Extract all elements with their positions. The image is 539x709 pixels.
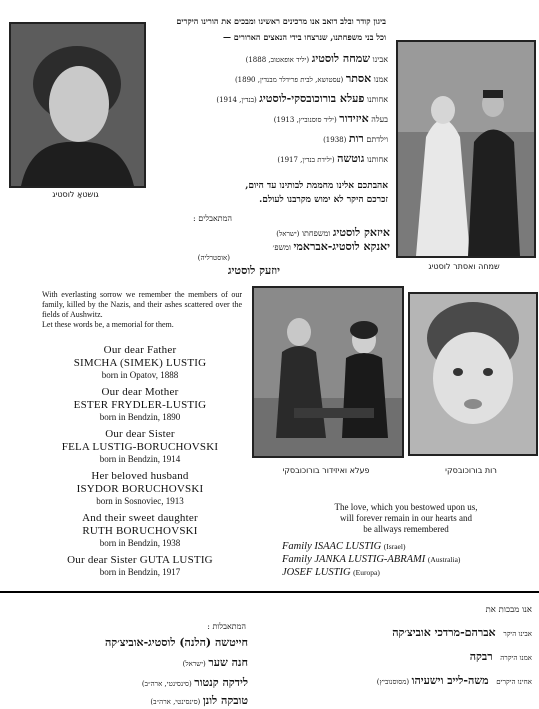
- mourner-place: (Israel): [383, 542, 406, 551]
- family-note: (יליד אופאטוב, 1888): [245, 56, 310, 64]
- second-family-row: [470, 650, 532, 665]
- second-family-row: [392, 626, 532, 641]
- mourner-name: JOSEF LUSTIG: [282, 567, 351, 578]
- relation-label: אמנו היקרה: [500, 654, 532, 662]
- family-name: ISYDOR BORUCHOVSKI: [76, 483, 204, 495]
- photo-ruth: [408, 292, 538, 456]
- mourner-name: חנה שער: [208, 656, 248, 669]
- mourners-heading-he: המתאבלים :: [193, 214, 232, 223]
- caption-fela-isidor: פעלא ואיזידור בורוכובסקי: [282, 466, 370, 475]
- mourner-row: [130, 226, 390, 239]
- hebrew-family-row: [323, 132, 388, 147]
- family-note: (1938): [323, 136, 347, 144]
- family-name: גוטשה: [337, 152, 365, 165]
- relation-label: Our dear Father: [103, 344, 177, 356]
- mourner-place: (ישראל): [276, 230, 300, 238]
- family-name: רות: [348, 132, 364, 145]
- child-portrait-image: [410, 294, 536, 454]
- mourner-name: חייטשה (הלנה) לוסטיג-אוביצ׳קה: [104, 636, 248, 649]
- english-family-entry: [40, 386, 240, 423]
- hebrew-love-line2: זכרכם היקר לא ימוש מקרבנו לעולם.: [259, 195, 388, 205]
- hebrew-family-row: [277, 152, 388, 167]
- family-name: אסתר: [345, 72, 372, 85]
- english-family-entry: [40, 512, 240, 549]
- family-note: (יליד סוסנוביץ, 1913): [273, 116, 337, 124]
- family-note: (בנדין, 1914): [216, 96, 257, 104]
- family-name-last: [40, 554, 240, 567]
- hebrew-love-line1: אהבתכם אלינו מחממת לבותינו עד היום,: [245, 181, 388, 191]
- mourner-prefix: Family: [282, 554, 312, 565]
- born-label: born in Sosnoviec, 1913: [96, 496, 184, 506]
- caption-simcha-ester: שמחה ואסתר לוסטיג: [428, 262, 500, 271]
- photo-simcha-ester: [396, 40, 536, 258]
- mourner-row: [130, 264, 280, 277]
- mourner-name: לידקה קנטור: [194, 676, 248, 689]
- section-divider: [0, 591, 539, 593]
- mourner-rest: ומשפ׳: [272, 243, 291, 252]
- family-name: SIMCHA (SIMEK) LUSTIG: [73, 357, 207, 369]
- mourner-name: טובקה לונן: [202, 694, 248, 707]
- mourner-place: (Europa): [353, 568, 380, 577]
- english-mourners: [282, 540, 536, 579]
- second-mourner-row: [150, 694, 248, 709]
- mourner-name: יוזעק לוסטיג: [227, 264, 280, 277]
- mourner-place: (סינסינטי, ארה״ב): [141, 680, 192, 688]
- hebrew-header-line2: וכל בני משפחתנו, שנרצחו בידי הנאצים הארורים —: [223, 32, 386, 42]
- born-label: born in Bendzin, 1890: [99, 412, 181, 422]
- second-mourner-row: [142, 676, 248, 691]
- relation-label: אמנו: [373, 75, 388, 84]
- family-name: RUTH BORUCHOVSKI: [82, 525, 198, 537]
- mourner-prefix: Family: [282, 541, 312, 552]
- relation-label: אחותנו: [366, 155, 388, 164]
- relation-label: Our dear Sister: [105, 428, 175, 440]
- mourner-row: [110, 240, 390, 253]
- english-mourner-row: [282, 553, 536, 566]
- couple-photo-image: [254, 288, 402, 456]
- english-mourner-row: [282, 566, 536, 579]
- wedding-photo-image: [398, 42, 534, 256]
- portrait-woman-image: [11, 24, 144, 186]
- relation-label: And their sweet daughter: [82, 512, 198, 524]
- family-name: GUTA LUSTIG: [139, 554, 213, 566]
- english-family-list: [40, 344, 240, 578]
- mourner-name: איזאק לוסטיג: [332, 226, 390, 239]
- hebrew-header-line1: ביגון קודר ובלב דואב אנו מרכינים ראשינו ומבכים את הורינו היקרים: [176, 16, 386, 26]
- english-family-entry: [40, 470, 240, 507]
- family-name: ESTER FRYDLER-LUSTIG: [73, 399, 207, 411]
- mourner-place: (Australia): [427, 555, 461, 564]
- english-family-entry: [40, 428, 240, 465]
- relation-label: Our dear Mother: [101, 386, 179, 398]
- born-label: born in Bendzin, 1914: [99, 454, 181, 464]
- family-name: איזידור: [339, 112, 369, 125]
- family-note: (עסטושא, לבית פרידלר מבנדין, 1890): [234, 76, 344, 84]
- second-mourners-heading: המתאבלות :: [207, 622, 246, 631]
- photo-gutka: [9, 22, 146, 188]
- family-note: (ילידת בנדין, 1917): [277, 156, 335, 164]
- second-family-row: [377, 674, 532, 689]
- mourner-name: JANKA LUSTIG-ABRAMI: [314, 554, 426, 565]
- born-label: born in Bendzin, 1917: [99, 567, 181, 577]
- english-mourner-row: [282, 540, 536, 553]
- second-mourner-row: [183, 656, 248, 671]
- mourner-rest: ומשפחתו: [301, 229, 331, 238]
- mourner-place: (אוסטרליה): [197, 254, 230, 262]
- caption-ruth: רות בורוכובסקי: [445, 466, 497, 475]
- family-name: FELA LUSTIG-BORUCHOVSKI: [61, 441, 219, 453]
- hebrew-family-row: [274, 112, 388, 127]
- relation-label: אחינו היקרים: [496, 678, 532, 686]
- hebrew-family-list: [150, 52, 388, 174]
- hebrew-family-row: [216, 92, 388, 107]
- relation-label: בעלה: [371, 115, 388, 124]
- english-intro: With everlasting sorrow we remember the members of our family, killed by the Nazis, and their ashes scattered over the fields of Aushwitz. Let these words be, a memorial for them.: [42, 290, 242, 329]
- family-name: משה-לייב וישעיהו: [411, 674, 489, 687]
- mourner-name: ISAAC LUSTIG: [314, 541, 382, 552]
- hebrew-family-row: [235, 72, 388, 87]
- family-name: פעלא בורוכובסקי-לוסטיג: [259, 92, 365, 105]
- relation-label: Her beloved husband: [91, 470, 189, 482]
- mourner-place: (סינסינטי, ארה״ב): [150, 698, 201, 706]
- second-mourner-row: [105, 636, 248, 651]
- english-family-entry: [40, 344, 240, 381]
- relation-label: אבינו היקר: [503, 630, 532, 638]
- family-note: (מסוסנוביץ): [376, 678, 410, 686]
- relation-label: Our dear Sister: [67, 554, 137, 566]
- english-family-entry: [40, 554, 240, 578]
- born-label: born in Bendzin, 1938: [99, 538, 181, 548]
- mourner-name: יאנקא לוסטיג-אבראמי: [293, 240, 390, 253]
- born-label: born in Opatov, 1888: [101, 370, 179, 380]
- photo-fela-isidor: [252, 286, 404, 458]
- english-love: The love, which you bestowed upon us, will forever remain in our hearts and be allways remembered: [334, 502, 478, 534]
- relation-label: אבינו: [372, 55, 388, 64]
- caption-gutka: גושטאַ לוסטיג: [52, 190, 99, 199]
- second-notice-title: אנו מבכות את: [485, 605, 532, 615]
- relation-label: וילדתם: [366, 135, 388, 144]
- family-name: שמחה לוסטיג: [311, 52, 371, 65]
- hebrew-family-row: [246, 52, 388, 67]
- family-name: אברהם-מרדכי אוביצ׳קה: [392, 626, 496, 639]
- mourner-place: (ישראל): [182, 660, 206, 668]
- family-name: רבקה: [469, 650, 493, 663]
- relation-label: אחותנו: [366, 95, 388, 104]
